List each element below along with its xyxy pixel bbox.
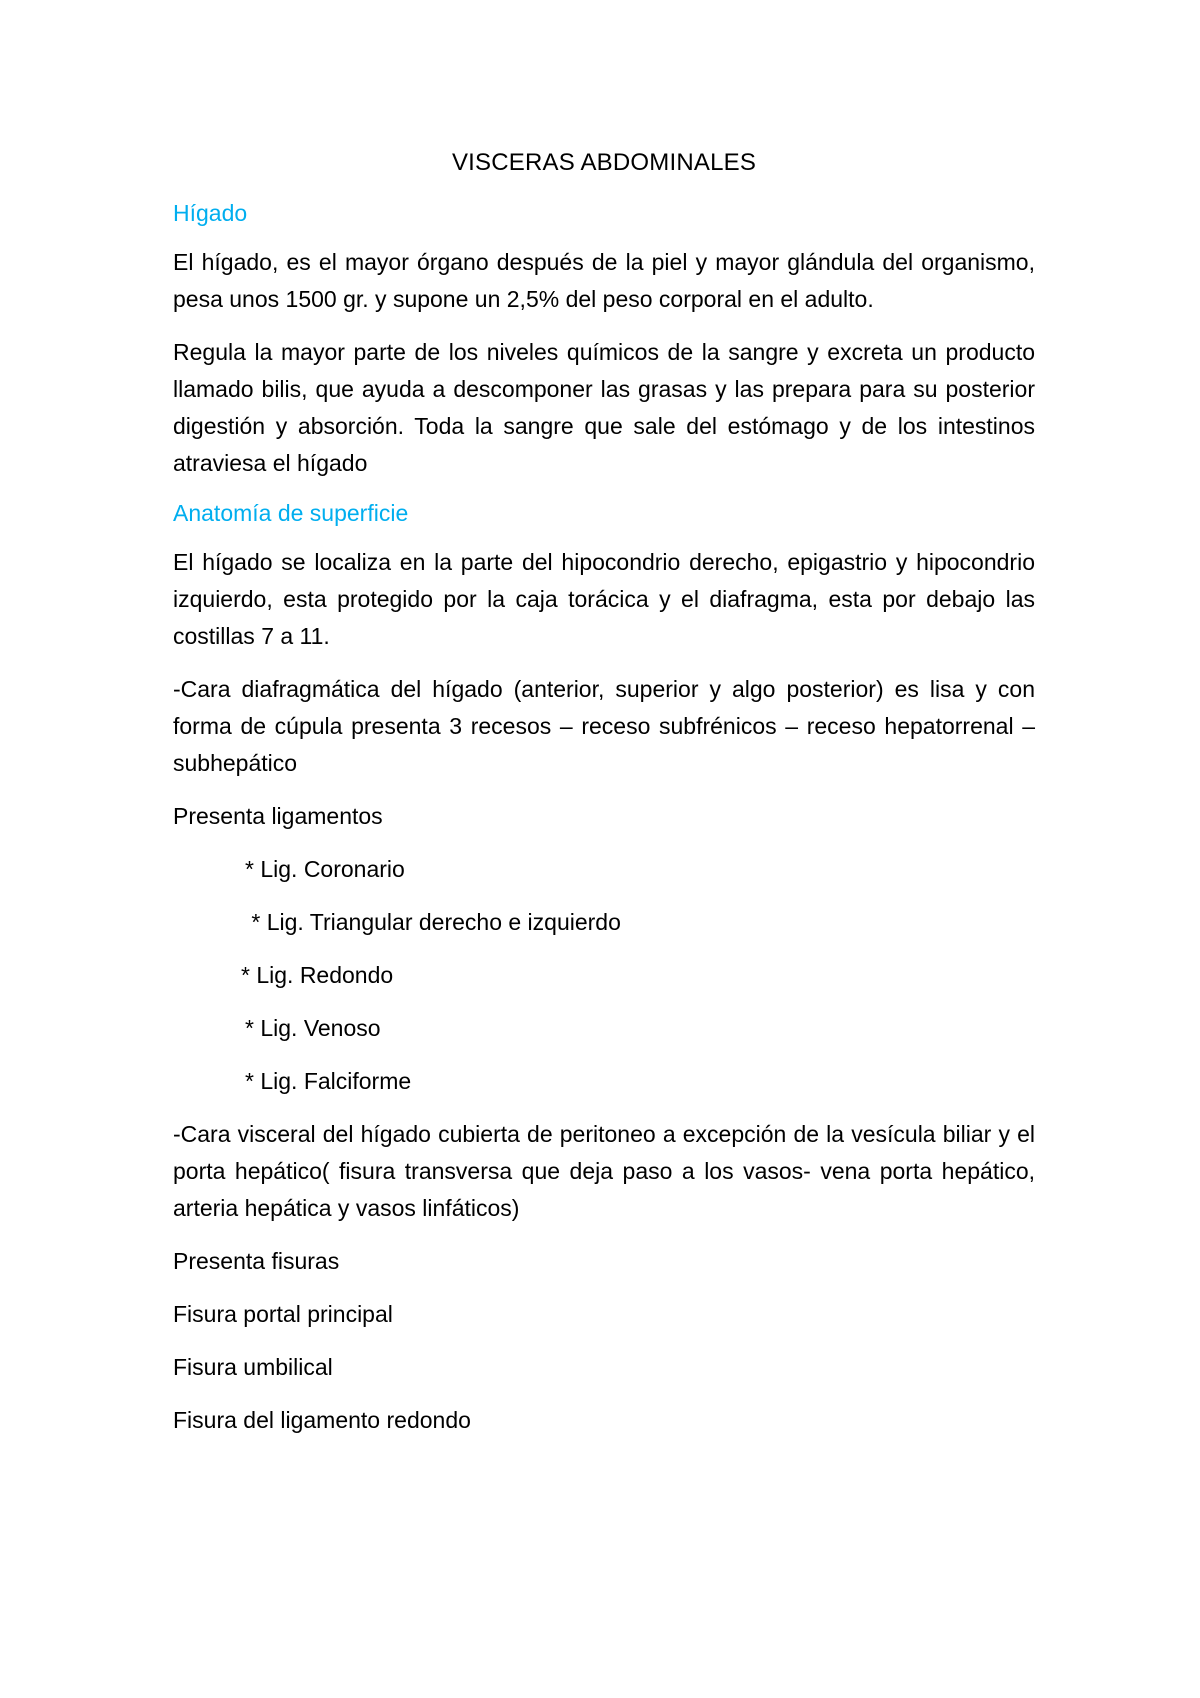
paragraph-localizacion: El hígado se localiza en la parte del hipocondrio derecho, epigastrio y hipocondrio izquierdo, esta protegido por la caja torácica y el diafragma, esta por debajo las costillas 7 a 11. <box>173 549 1035 649</box>
document-body <box>173 148 1035 1455</box>
list-item-ligamento: * Lig. Falciforme <box>245 1068 412 1094</box>
ligamentos-intro: Presenta ligamentos <box>173 803 383 829</box>
list-item-ligamento: * Lig. Venoso <box>245 1015 381 1041</box>
fisuras-intro: Presenta fisuras <box>173 1248 340 1274</box>
paragraph-cara-diafragmatica: -Cara diafragmática del hígado (anterior, superior y algo posterior) es lisa y con forma de cúpula presenta 3 recesos – receso subfrénicos – receso hepatorrenal – subhepático <box>173 676 1035 776</box>
list-item-fisura: Fisura umbilical <box>173 1354 333 1380</box>
list-item-fisura: Fisura del ligamento redondo <box>173 1407 471 1433</box>
section-heading-anatomia: Anatomía de superficie <box>173 500 409 526</box>
paragraph-higado-funcion: Regula la mayor parte de los niveles químicos de la sangre y excreta un producto llamado bilis, que ayuda a descomponer las grasas y las prepara para su posterior digestión y absorción. Toda la sangre que sale del estómago y de los intestinos atraviesa el hígado <box>173 339 1035 476</box>
list-item-fisura: Fisura portal principal <box>173 1301 393 1327</box>
list-item-ligamento: * Lig. Triangular derecho e izquierdo <box>245 909 621 935</box>
paragraph-higado-intro: El hígado, es el mayor órgano después de la piel y mayor glándula del organismo, pesa unos 1500 gr. y supone un 2,5% del peso corporal en el adulto. <box>173 249 1035 312</box>
list-item-ligamento: * Lig. Coronario <box>245 856 405 882</box>
document-title: VISCERAS ABDOMINALES <box>451 149 757 176</box>
paragraph-cara-visceral: -Cara visceral del hígado cubierta de peritoneo a excepción de la vesícula biliar y el porta hepático( fisura transversa que deja paso a los vasos- vena porta hepático, arteria hepática y vasos linfáticos) <box>173 1121 1035 1221</box>
section-heading-higado: Hígado <box>173 200 248 226</box>
list-item-ligamento: * Lig. Redondo <box>241 962 394 988</box>
